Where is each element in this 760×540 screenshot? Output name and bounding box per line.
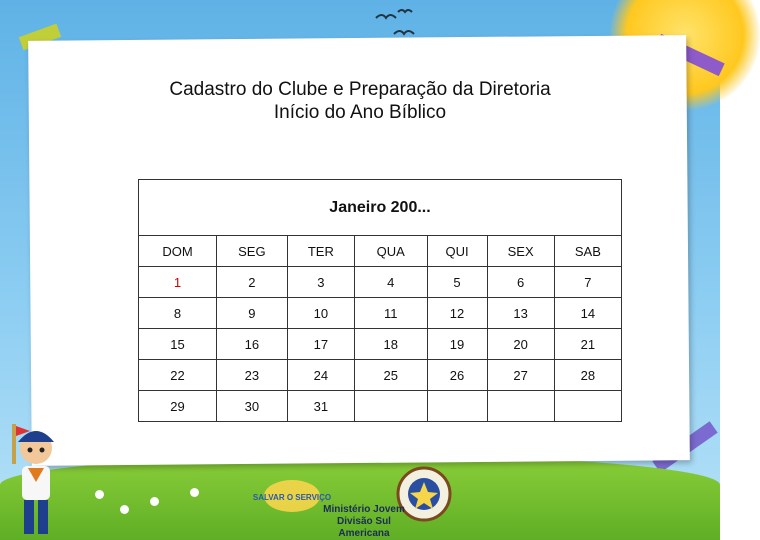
day-cell: 14 bbox=[554, 298, 621, 329]
flower-icon bbox=[190, 488, 199, 497]
week-row bbox=[139, 391, 622, 422]
calendar-header-row bbox=[139, 180, 622, 236]
day-cell: 15 bbox=[139, 329, 217, 360]
day-cell: 25 bbox=[354, 360, 427, 391]
day-cell: 18 bbox=[354, 329, 427, 360]
weekday-cell: QUA bbox=[354, 236, 427, 267]
ministry-line-1: Ministério Jovem bbox=[323, 504, 405, 515]
week-row bbox=[139, 267, 622, 298]
day-cell: 16 bbox=[216, 329, 287, 360]
slide-title bbox=[0, 78, 720, 124]
weekday-cell: SEG bbox=[216, 236, 287, 267]
day-cell: 1 bbox=[139, 267, 217, 298]
day-cell: 9 bbox=[216, 298, 287, 329]
day-cell: 27 bbox=[487, 360, 554, 391]
day-cell: 19 bbox=[427, 329, 487, 360]
weekday-cell: QUI bbox=[427, 236, 487, 267]
day-cell bbox=[554, 391, 621, 422]
flower-icon bbox=[150, 497, 159, 506]
day-cell: 26 bbox=[427, 360, 487, 391]
title-line-1: Cadastro do Clube e Preparação da Diretoria bbox=[169, 79, 551, 100]
day-cell: 20 bbox=[487, 329, 554, 360]
day-cell: 31 bbox=[287, 391, 354, 422]
day-cell: 4 bbox=[354, 267, 427, 298]
salvar-servico-logo bbox=[252, 476, 332, 516]
pathfinder-mascot-icon bbox=[8, 418, 64, 540]
weekday-cell: SAB bbox=[554, 236, 621, 267]
calendar-table bbox=[138, 179, 622, 422]
day-cell bbox=[487, 391, 554, 422]
day-cell: 28 bbox=[554, 360, 621, 391]
week-row bbox=[139, 329, 622, 360]
day-cell: 21 bbox=[554, 329, 621, 360]
week-row bbox=[139, 360, 622, 391]
day-cell bbox=[354, 391, 427, 422]
weekday-cell: SEX bbox=[487, 236, 554, 267]
day-cell: 30 bbox=[216, 391, 287, 422]
day-cell: 29 bbox=[139, 391, 217, 422]
flower-icon bbox=[95, 490, 104, 499]
day-cell: 24 bbox=[287, 360, 354, 391]
day-cell: 13 bbox=[487, 298, 554, 329]
day-cell: 2 bbox=[216, 267, 287, 298]
day-cell: 5 bbox=[427, 267, 487, 298]
day-cell: 23 bbox=[216, 360, 287, 391]
weekday-row bbox=[139, 236, 622, 267]
title-line-2: Início do Ano Bíblico bbox=[273, 102, 447, 123]
flower-icon bbox=[120, 505, 129, 514]
day-cell bbox=[427, 391, 487, 422]
svg-text:SALVAR O SERVIÇO: SALVAR O SERVIÇO bbox=[252, 493, 332, 502]
ministry-line-2: Divisão Sul Americana bbox=[337, 516, 391, 539]
weekday-cell: TER bbox=[287, 236, 354, 267]
weekday-cell: DOM bbox=[139, 236, 217, 267]
day-cell: 8 bbox=[139, 298, 217, 329]
day-cell: 10 bbox=[287, 298, 354, 329]
calendar-month: Janeiro 200... bbox=[139, 180, 622, 236]
ministry-caption bbox=[314, 504, 414, 540]
week-row bbox=[139, 298, 622, 329]
day-cell: 7 bbox=[554, 267, 621, 298]
day-cell: 11 bbox=[354, 298, 427, 329]
day-cell: 22 bbox=[139, 360, 217, 391]
day-cell: 12 bbox=[427, 298, 487, 329]
day-cell: 17 bbox=[287, 329, 354, 360]
day-cell: 6 bbox=[487, 267, 554, 298]
day-cell: 3 bbox=[287, 267, 354, 298]
